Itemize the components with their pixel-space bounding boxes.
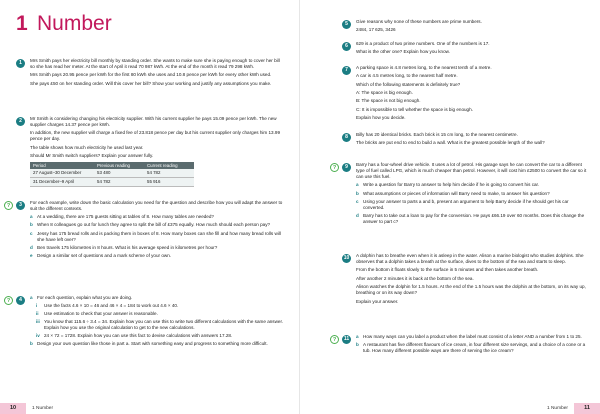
sub-question: iii You know that 115.6 ÷ 3.4 = 34. Explain how you can use this to write two different calculations with the same answer. Explain how you use the original calculation to get to the new calculations.	[36, 319, 284, 331]
question-number: 7	[342, 66, 351, 75]
paragraph: Give reasons why none of these numbers are prime numbers.	[356, 19, 482, 24]
sub-question: a How many ways can you label a product when the label must consist of a letter AND a number from 1 to 25.	[356, 334, 582, 339]
question-number: 5	[342, 20, 351, 29]
page-number: 10	[0, 403, 26, 414]
table-cell: 27 August–30 December	[30, 169, 94, 177]
paragraph: Billy has 20 identical bricks. Each brick is 15 cm long, to the nearest centimetre.	[356, 132, 518, 137]
choice-option: A: The space is big enough.	[356, 90, 413, 96]
sub-question: d Barry has to take out a loan to pay for the conversion. He pays £66.19 over 60 months. Does this change the answer to part c?	[356, 212, 585, 224]
sub-question-text: For each question, explain what you are doing.	[37, 295, 133, 300]
hint-icon: ?	[4, 296, 13, 305]
paragraph: Which of the following statements is definitely true?	[356, 81, 461, 87]
chapter-title: Number	[37, 12, 112, 35]
hint-icon: ?	[330, 163, 339, 172]
sub-question: a At a wedding, there are 175 guests sitting at tables of 8. How many tables are needed?	[30, 214, 214, 220]
table-cell: 53 480	[94, 169, 144, 177]
paragraph: 629 is a product of two prime numbers. One of the numbers is 17.	[356, 41, 490, 46]
sub-question: iv 24 × 72 = 1728. Explain how you can use this fact to devise calculations with answers 17.28.	[36, 333, 233, 339]
table-row	[30, 178, 194, 187]
question-number: 11	[343, 336, 350, 342]
table-header: Current reading	[144, 162, 194, 170]
sub-question-text: Use estimation to check that your answer is reasonable.	[44, 311, 158, 317]
sub-question-text: A restaurant has five different flavours of ice cream, in four different size servings, and a choice of a cone or a tub. How many different possible ways are there of serving the ice cream?	[363, 342, 586, 354]
footer-label: 1 Number	[546, 405, 568, 411]
paragraph: She pays £50 on her standing order. Will this cover her bill? Show your working and justify any assumptions you make.	[30, 80, 272, 86]
sub-question: b A restaurant has five different flavours of ice cream, in four different size servings, and a choice of a cone or a tub. How many different possible ways are there of serving the ice cream?	[356, 342, 586, 354]
sub-question: c Jessy has 175 bread rolls and is packing them in boxes of 8. How many boxes can she fill and how many bread rolls will she have left over?	[30, 230, 281, 242]
question-number: 9	[342, 163, 351, 172]
table-cell: 54 782	[94, 178, 144, 187]
table-cell: 54 782	[144, 169, 194, 177]
paragraph: A parking space is 4.8 metres long, to the nearest tenth of a metre.	[356, 65, 492, 70]
question-1	[30, 58, 284, 89]
sub-question: i Use the facts 4.6 × 10 = 46 and 46 × 4 = 184 to work out 4.6 × 40.	[36, 303, 179, 309]
question-3	[30, 200, 284, 261]
sub-question-text: What assumptions or pieces of information will Barry need to make, to answer his question?	[363, 190, 550, 196]
readings-table	[30, 162, 194, 187]
sub-question: d Ben travels 175 kilometres in 8 hours. What is his average speed in kilometres per hour?	[30, 244, 218, 250]
paragraph: 2484, 17 625, 3426	[356, 27, 396, 33]
sub-question: e Design a similar set of questions and a mark scheme of your own.	[30, 252, 172, 258]
paragraph: For each example, write down the basic calculation you need for the question and describe how you will adapt the answer to suit the different contexts.	[30, 200, 283, 212]
chapter-number: 1	[16, 12, 28, 35]
sub-question: b Design your own question like those in part a. Start with something easy and progress to something more difficult.	[30, 341, 268, 347]
sub-question: ii Use estimation to check that your answer is reasonable.	[36, 311, 158, 317]
sub-question-text: How many ways can you label a product when the label must consist of a letter AND a number from 1 to 25.	[363, 334, 582, 339]
sub-question: c Using your answer to parts a and b, present an argument to help Barry decide if he should get his car converted.	[356, 198, 569, 210]
table-header: Period	[30, 162, 94, 170]
question-7	[356, 65, 588, 124]
question-number: 8	[342, 133, 351, 142]
paragraph: Alison watches the dolphin for 1.5 hours. At the end of the 1.5 hours was the dolphin at the bottom, on its way up, breathing or on its way down?	[356, 284, 586, 296]
question-number: 10	[343, 255, 350, 261]
sub-question-text: Ben travels 175 kilometres in 8 hours. What is his average speed in kilometres per hour?	[37, 244, 218, 250]
paragraph: A car is 4.5 metres long, to the nearest half metre.	[356, 73, 458, 79]
paragraph: The bricks are put end to end to build a wall. What is the greatest possible length of the wall?	[356, 140, 545, 146]
paragraph: A dolphin has to breathe even when it is asleep in the water. Alison a marine biologist who studies dolphins. She observes that a dolphin takes a breath at the surface, dives to the bottom of the sea and starts to sleep.	[356, 253, 584, 265]
sub-question-text: 24 × 72 = 1728. Explain how you can use this fact to devise calculations with answers 17.28.	[44, 333, 233, 339]
paragraph: In addition, the new supplier will charge a fixed fee of 23.818 pence per day but his current supplier only charges him 13.99 pence per day.	[30, 130, 281, 142]
page-number: 11	[574, 403, 600, 414]
question-2	[30, 116, 284, 190]
sub-question-text: Write a question for Barry to answer to help him decide if he is going to convert his car.	[363, 182, 540, 188]
sub-question-text: Jessy has 175 bread rolls and is packing them in boxes of 8. How many boxes can she fill and how many bread rolls will she have left over?	[37, 230, 281, 242]
right-page	[300, 0, 600, 414]
question-number: 2	[16, 117, 25, 126]
paragraph: Mrs Smith pays 20.95 pence per kWh for the first 80 kWh she uses and 10.8 pence per kWh for every other kWh used.	[30, 72, 272, 78]
paragraph: From the bottom it floats slowly to the surface in 5 minutes and then takes another breath.	[356, 267, 539, 273]
question-number: 4	[16, 296, 25, 305]
paragraph: Explain how you decide.	[356, 115, 406, 121]
question-8	[356, 132, 588, 149]
sub-question: a Write a question for Barry to answer to help him decide if he is going to convert his car.	[356, 182, 540, 188]
question-5	[356, 19, 588, 36]
sub-question-text: Barry has to take out a loan to pay for the conversion. He pays £66.19 over 60 months. Does this change the answer to part c?	[363, 212, 585, 224]
table-cell: 31 December–9 April	[30, 178, 94, 187]
chapter-heading	[0, 0, 300, 38]
sub-question: b What assumptions or pieces of information will Barry need to make, to answer his question?	[356, 190, 550, 196]
hint-icon: ?	[330, 335, 339, 344]
table-header: Previous reading	[94, 162, 144, 170]
sub-question-text: Using your answer to parts a and b, present an argument to help Barry decide if he should get his car converted.	[363, 198, 569, 210]
sub-question-text: When 8 colleagues go out for lunch they agree to split the bill of £375 equally. How much should each person pay?	[37, 222, 271, 228]
table-row	[30, 169, 194, 177]
hint-icon: ?	[4, 201, 13, 210]
paragraph: The table shows how much electricity he used last year.	[30, 144, 144, 150]
paragraph: What is the other one? Explain how you know.	[356, 49, 450, 55]
paragraph: Mr Smith is considering changing his electricity supplier. With his current supplier he pays 15.09 pence per kWh. The new supplier charges 14.37 pence per kWh.	[30, 116, 277, 128]
paragraph: Should Mr Smith switch suppliers? Explain your answer fully.	[30, 153, 154, 159]
footer-label: 1 Number	[32, 405, 54, 411]
paragraph: After another 2 minutes it is back at the bottom of the sea.	[356, 275, 474, 281]
sub-question: a For each question, explain what you are doing.	[30, 295, 133, 300]
paragraph: Barry has a four-wheel drive vehicle. It uses a lot of petrol. His garage says he can convert the car to a different type of fuel called LPG, which is much cheaper than petrol. However, it will cost him £2500 to convert the car so it can use this fuel.	[356, 162, 587, 180]
question-10	[356, 253, 588, 307]
question-6	[356, 41, 588, 58]
paragraph: Explain your answer.	[356, 298, 399, 304]
paragraph: Mrs Smith pays her electricity bill monthly by standing order. She wants to make sure she is paying enough to cover her bill so she has read her meter. At the start of April it read 70 987 kWh. At the end of the month it read 79 298 kWh.	[30, 58, 280, 70]
question-number: 1	[16, 59, 25, 68]
sub-question-text: Design a similar set of questions and a mark scheme of your own.	[37, 252, 172, 258]
sub-question-text: At a wedding, there are 175 guests sitting at tables of 8. How many tables are needed?	[37, 214, 214, 220]
question-number: 6	[342, 42, 351, 51]
sub-question: b When 8 colleagues go out for lunch they agree to split the bill of £375 equally. How much should each person pay?	[30, 222, 271, 228]
choice-option: C: It is impossible to tell whether the space is big enough.	[356, 106, 473, 112]
question-9	[356, 162, 588, 227]
question-11	[356, 334, 588, 356]
question-number: 3	[16, 201, 25, 210]
sub-question-text: Design your own question like those in part a. Start with something easy and progress to something more difficult.	[37, 341, 268, 347]
sub-question-text: You know that 115.6 ÷ 3.4 = 34. Explain how you can use this to write two different calculations with the same answer. Explain how you use the original calculation to get to the new calculations.	[44, 319, 284, 331]
sub-question-text: Use the facts 4.6 × 10 = 46 and 46 × 4 = 184 to work out 4.6 × 40.	[44, 303, 179, 309]
question-4	[30, 295, 284, 349]
choice-option: B: The space is not big enough.	[356, 98, 421, 104]
table-cell: 55 916	[144, 178, 194, 187]
